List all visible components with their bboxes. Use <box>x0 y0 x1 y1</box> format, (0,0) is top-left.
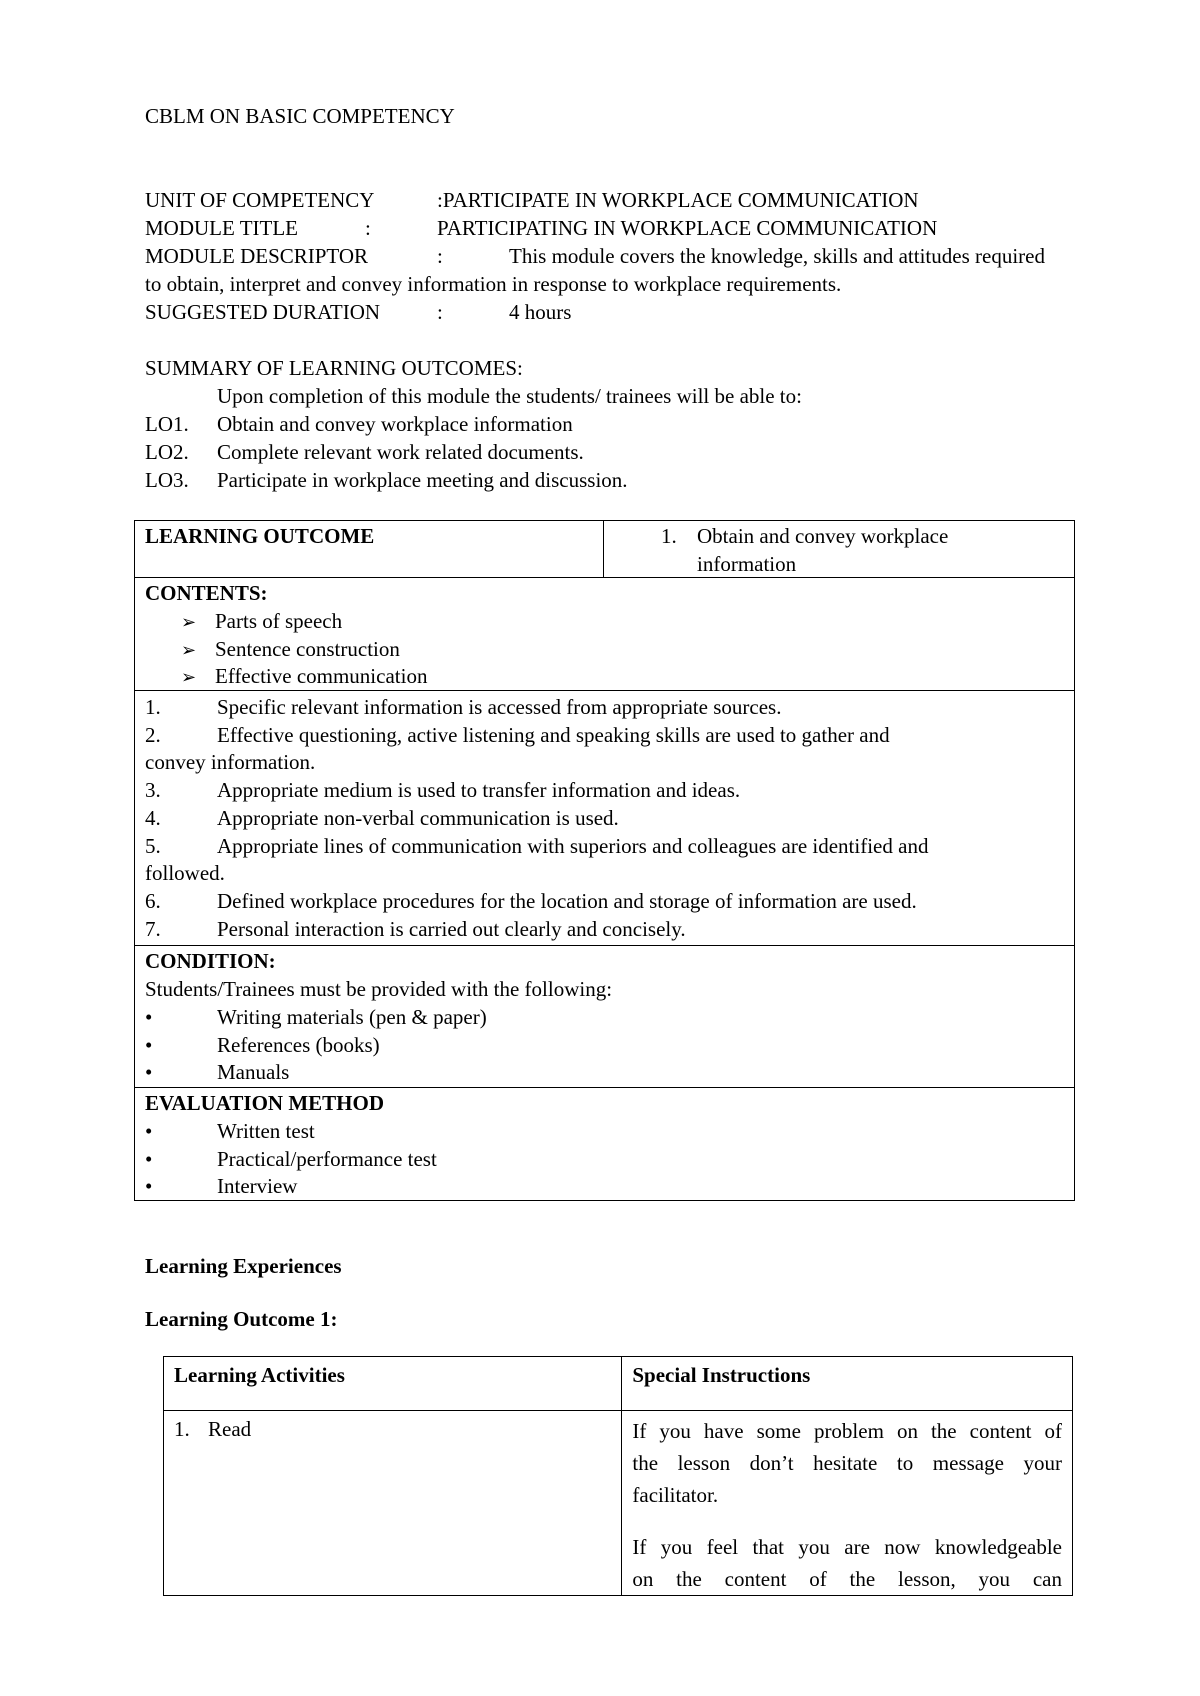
outcome-item <box>145 466 628 494</box>
learning-outcome-value-line2: information <box>697 552 797 576</box>
module-title-row <box>145 214 937 242</box>
learning-activities-table <box>163 1356 1073 1596</box>
bullet-icon: • <box>145 1060 153 1084</box>
list-item <box>181 662 427 692</box>
arrow-bullet-icon: ➢ <box>181 612 197 633</box>
instruction-line: the lesson don’t hesitate to message your <box>632 1451 1062 1475</box>
activity-text: Read <box>208 1417 252 1441</box>
unit-value: :PARTICIPATE IN WORKPLACE COMMUNICATION <box>437 188 919 212</box>
module-title-label: MODULE TITLE <box>145 216 298 240</box>
instruction-line: on the content of the lesson, you can <box>632 1567 1062 1591</box>
descriptor-label: MODULE DESCRIPTOR <box>145 244 369 268</box>
criteria-item: 6. Defined workplace procedures for the location and storage of information are used. <box>145 889 917 913</box>
outcome-code: LO2. <box>145 440 189 464</box>
outcome-text: Complete relevant work related documents. <box>217 440 584 464</box>
module-title-value: PARTICIPATING IN WORKPLACE COMMUNICATION <box>437 216 938 240</box>
instruction-line: If you feel that you are now knowledgeable <box>632 1535 1062 1559</box>
outcome-item <box>145 410 573 438</box>
table-header-row <box>164 1357 1073 1411</box>
list-item <box>181 607 342 637</box>
arrow-bullet-icon: ➢ <box>181 667 197 688</box>
criteria-item: 5. Appropriate lines of communication with superiors and colleagues are identified and <box>145 834 929 858</box>
content-text: Sentence construction <box>215 637 400 661</box>
descriptor-colon: : <box>437 244 443 268</box>
criteria-item: 2. Effective questioning, active listening and speaking skills are used to gather and <box>145 723 890 747</box>
contents-heading: CONTENTS: <box>145 581 268 605</box>
bullet-icon: • <box>145 1147 153 1171</box>
criteria-item-continuation: followed. <box>145 861 225 885</box>
duration-label: SUGGESTED DURATION <box>145 300 381 324</box>
instruction-line: facilitator. <box>632 1483 719 1507</box>
summary-heading: SUMMARY OF LEARNING OUTCOMES: <box>145 356 523 380</box>
bullet-icon: • <box>145 1033 153 1057</box>
cell-divider <box>603 521 604 577</box>
condition-intro: Students/Trainees must be provided with the following: <box>145 977 613 1001</box>
condition-heading: CONDITION: <box>145 949 276 973</box>
module-title-colon: : <box>365 216 371 240</box>
descriptor-value-line1: This module covers the knowledge, skills and attitudes required <box>509 244 1045 268</box>
summary-intro: Upon completion of this module the students/ trainees will be able to: <box>217 384 802 408</box>
contents-row <box>135 578 1074 691</box>
bullet-icon: • <box>145 1119 153 1143</box>
evaluation-row <box>135 1088 1074 1200</box>
learning-outcome-label: LEARNING OUTCOME <box>145 524 375 548</box>
list-item: • Written test <box>145 1119 315 1143</box>
document-title: CBLM ON BASIC COMPETENCY <box>145 104 455 128</box>
outcome-code: LO1. <box>145 412 189 436</box>
list-item: • Practical/performance test <box>145 1147 437 1171</box>
outcome-code: LO3. <box>145 468 189 492</box>
paragraph-gap <box>632 1511 1062 1531</box>
instruction-line: If you have some problem on the content of <box>632 1419 1062 1443</box>
activity-number: 1. <box>174 1417 190 1441</box>
unit-of-competency-row <box>145 186 919 214</box>
condition-row <box>135 946 1074 1088</box>
bullet-icon: • <box>145 1174 153 1198</box>
list-item: • Manuals <box>145 1060 290 1084</box>
suggested-duration-row <box>145 298 571 326</box>
list-item <box>181 635 400 665</box>
instruction-cell <box>622 1411 1073 1596</box>
criteria-item: 1. Specific relevant information is accessed from appropriate sources. <box>145 695 782 719</box>
learning-outcome-table <box>134 520 1075 1201</box>
learning-experiences-heading: Learning Experiences <box>145 1254 342 1278</box>
criteria-item: 3. Appropriate medium is used to transfer information and ideas. <box>145 778 741 802</box>
unit-label: UNIT OF COMPETENCY <box>145 188 375 212</box>
list-item: • Interview <box>145 1174 298 1198</box>
duration-value: 4 hours <box>509 300 572 324</box>
performance-criteria-row <box>135 691 1074 946</box>
criteria-item: 4. Appropriate non-verbal communication is used. <box>145 806 619 830</box>
learning-outcome-1-heading: Learning Outcome 1: <box>145 1307 338 1331</box>
activity-cell <box>164 1411 622 1596</box>
evaluation-heading: EVALUATION METHOD <box>145 1091 385 1115</box>
table-row <box>164 1411 1073 1596</box>
outcome-item <box>145 438 584 466</box>
module-descriptor-row <box>145 242 1045 270</box>
outcome-text: Obtain and convey workplace information <box>217 412 573 436</box>
learning-outcome-number: 1. <box>661 524 677 548</box>
content-text: Effective communication <box>215 664 428 688</box>
criteria-item: 7. Personal interaction is carried out clearly and concisely. <box>145 917 686 941</box>
criteria-item-continuation: convey information. <box>145 750 316 774</box>
learning-outcome-value-line1: Obtain and convey workplace <box>697 524 949 548</box>
content-text: Parts of speech <box>215 609 343 633</box>
list-item: • Writing materials (pen & paper) <box>145 1005 487 1029</box>
outcome-text: Participate in workplace meeting and discussion. <box>217 468 628 492</box>
arrow-bullet-icon: ➢ <box>181 640 197 661</box>
duration-colon: : <box>437 300 443 324</box>
col-activities-header: Learning Activities <box>164 1357 622 1411</box>
descriptor-value-line2: to obtain, interpret and convey information in response to workplace requirements. <box>145 272 842 296</box>
learning-outcome-row <box>135 521 1074 578</box>
list-item: • References (books) <box>145 1033 380 1057</box>
col-instructions-header: Special Instructions <box>622 1357 1073 1411</box>
bullet-icon: • <box>145 1005 153 1029</box>
